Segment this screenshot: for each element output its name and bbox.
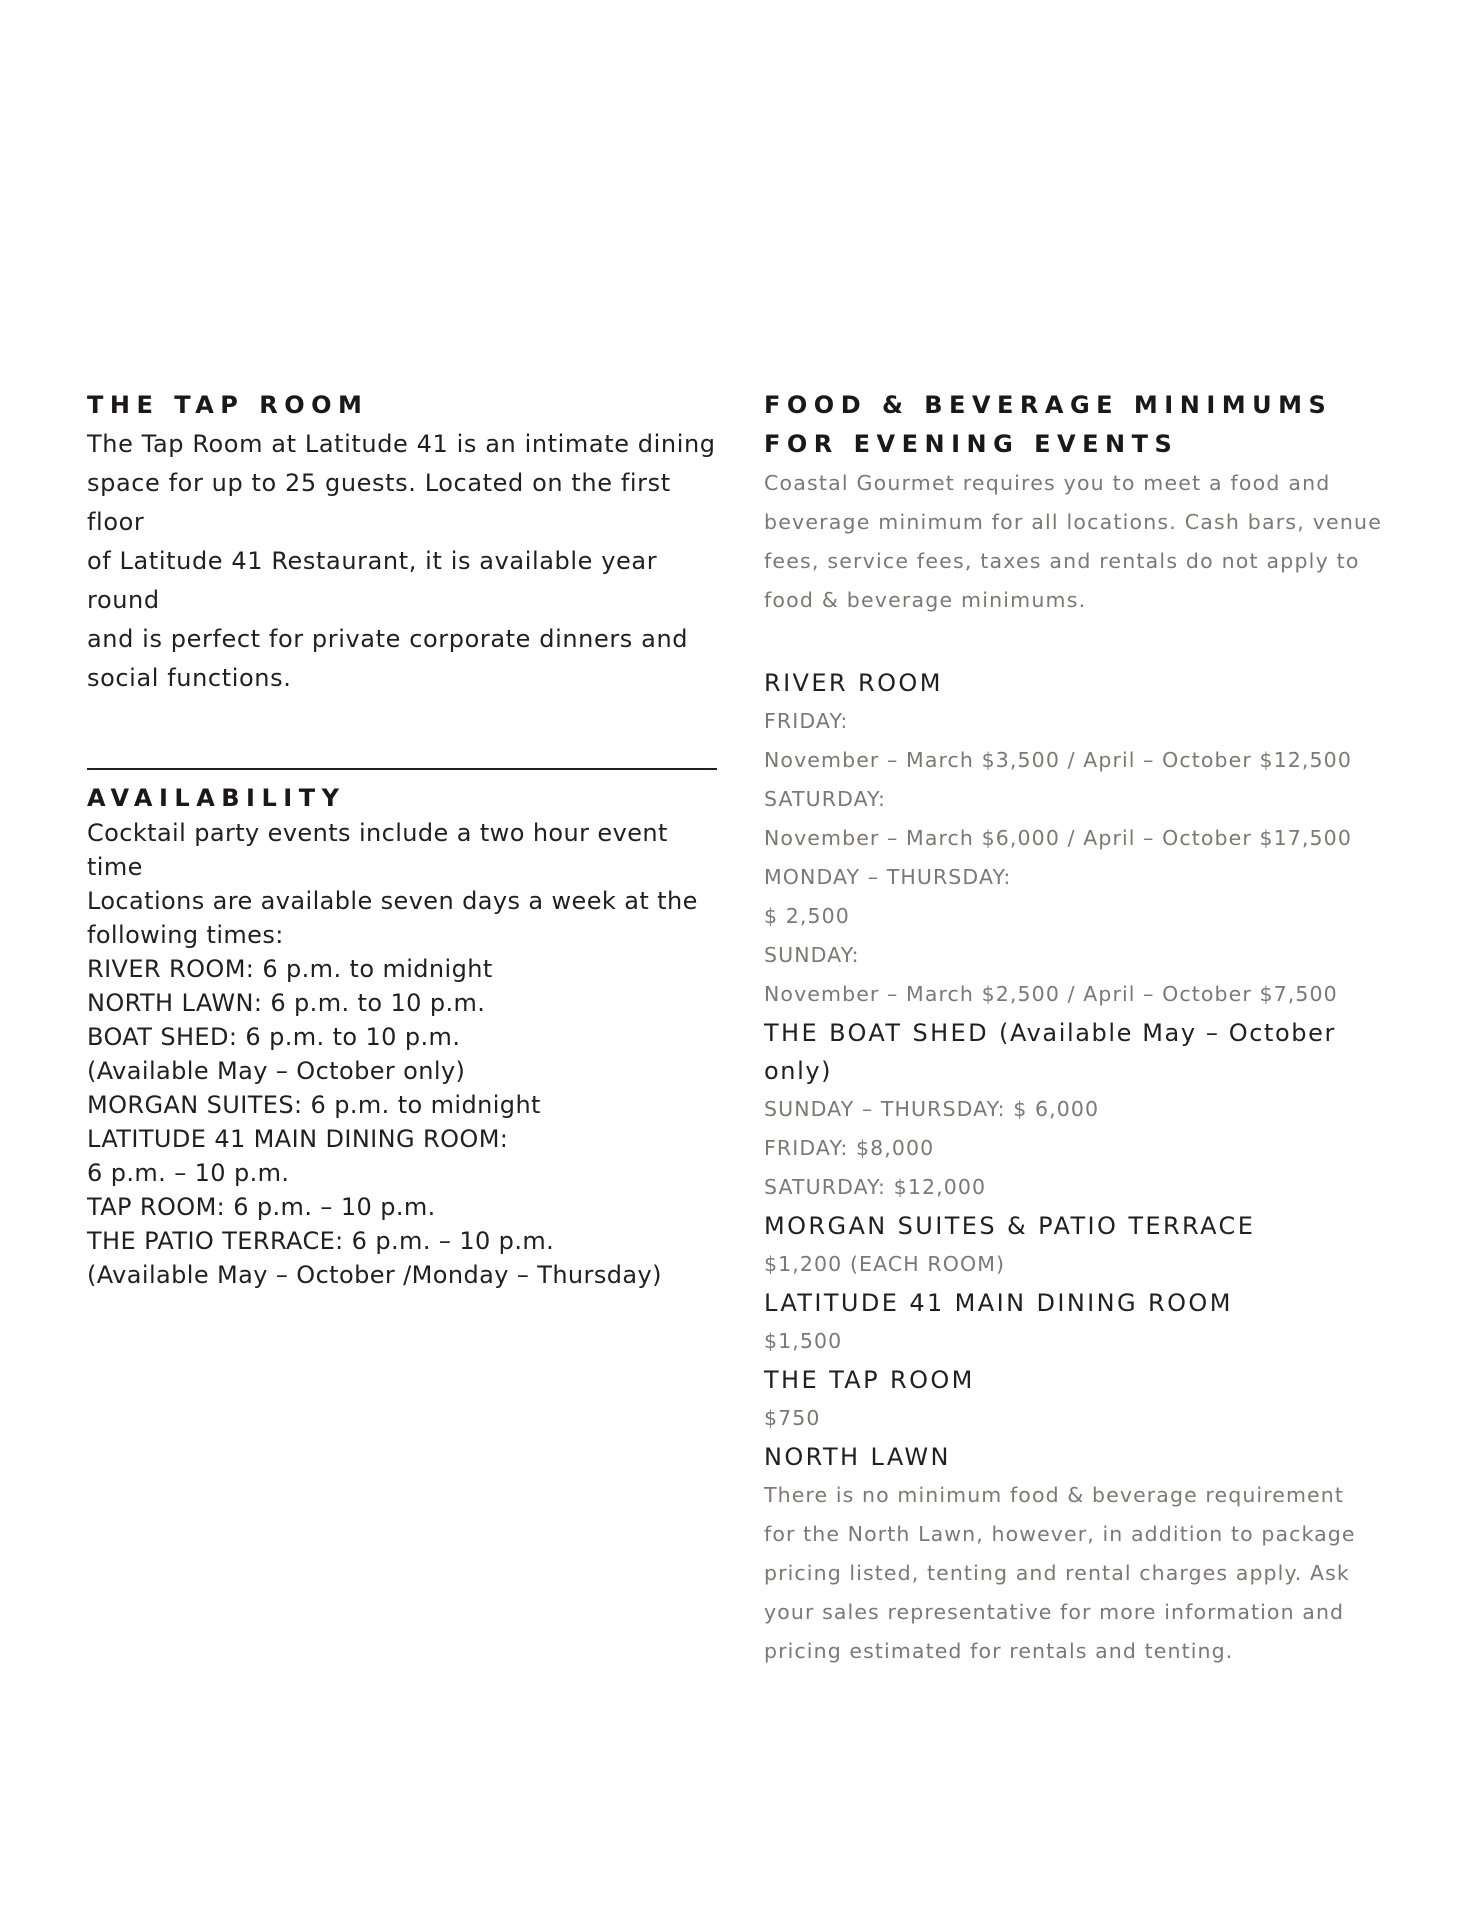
minimums-intro-line: food & beverage minimums.: [764, 588, 1087, 612]
section-divider: [87, 768, 717, 770]
venue-line: SATURDAY: $12,000: [764, 1175, 987, 1199]
venue-main-dining-room: [764, 1284, 1404, 1361]
minimums-heading-line2: FOR EVENING EVENTS: [764, 430, 1179, 458]
minimums-section: [764, 386, 1404, 1671]
availability-line: RIVER ROOM: 6 p.m. to midnight: [87, 955, 493, 983]
venue-name: RIVER ROOM: [764, 669, 943, 697]
tap-room-line: of Latitude 41 Restaurant, it is available year round: [87, 547, 658, 614]
venue-title: [764, 664, 1404, 702]
venue-river-room: [764, 664, 1404, 1014]
availability-line: THE PATIO TERRACE: 6 p.m. – 10 p.m.: [87, 1227, 555, 1255]
venue-line: MONDAY – THURSDAY:: [764, 865, 1012, 889]
availability-heading: AVAILABILITY: [87, 784, 346, 812]
venue-line: November – March $6,000 / April – October $17,500: [764, 826, 1352, 850]
venue-line: SUNDAY:: [764, 943, 860, 967]
minimums-heading-line1: FOOD & BEVERAGE MINIMUMS: [764, 391, 1333, 419]
availability-section: [87, 780, 717, 1292]
availability-line: LATITUDE 41 MAIN DINING ROOM:: [87, 1125, 509, 1153]
availability-line: (Available May – October /Monday – Thursday): [87, 1261, 662, 1289]
availability-line: following times:: [87, 921, 284, 949]
minimums-intro-line: Coastal Gourmet requires you to meet a food and: [764, 471, 1331, 495]
venue-line: pricing listed, tenting and rental charges apply. Ask: [764, 1561, 1350, 1585]
venue-line: There is no minimum food & beverage requirement: [764, 1483, 1345, 1507]
availability-line: 6 p.m. – 10 p.m.: [87, 1159, 290, 1187]
availability-line: BOAT SHED: 6 p.m. to 10 p.m.: [87, 1023, 461, 1051]
availability-line: MORGAN SUITES: 6 p.m. to midnight: [87, 1091, 541, 1119]
venue-line: pricing estimated for rentals and tenting.: [764, 1639, 1234, 1663]
venue-title: [764, 1284, 1404, 1322]
availability-line: NORTH LAWN: 6 p.m. to 10 p.m.: [87, 989, 486, 1017]
availability-line: (Available May – October only): [87, 1057, 466, 1085]
venue-line: for the North Lawn, however, in addition to package: [764, 1522, 1356, 1546]
availability-list: [87, 816, 717, 1292]
venue-name: LATITUDE 41 MAIN DINING ROOM: [764, 1289, 1233, 1317]
venue-title: [764, 1361, 1404, 1399]
venue-title: [764, 1207, 1404, 1245]
venue-line: your sales representative for more information and: [764, 1600, 1345, 1624]
venue-morgan-suites: [764, 1207, 1404, 1284]
venue-line: FRIDAY:: [764, 709, 849, 733]
minimums-intro-line: beverage minimum for all locations. Cash bars, venue: [764, 510, 1383, 534]
venue-name: NORTH LAWN: [764, 1443, 951, 1471]
venue-name: MORGAN SUITES & PATIO TERRACE: [764, 1212, 1256, 1240]
left-column: [87, 386, 717, 1292]
availability-line: Locations are available seven days a week at the: [87, 887, 698, 915]
venue-line: $1,500: [764, 1329, 843, 1353]
tap-room-line: social functions.: [87, 664, 292, 692]
tap-room-heading: THE TAP ROOM: [87, 391, 369, 419]
minimums-intro-line: fees, service fees, taxes and rentals do not apply to: [764, 549, 1360, 573]
availability-line: TAP ROOM: 6 p.m. – 10 p.m.: [87, 1193, 436, 1221]
venue-boat-shed: [764, 1014, 1404, 1207]
venue-line: $1,200 (EACH ROOM): [764, 1252, 1006, 1276]
venue-line: SUNDAY – THURSDAY: $ 6,000: [764, 1097, 1100, 1121]
venue-line: November – March $2,500 / April – October $7,500: [764, 982, 1338, 1006]
tap-room-line: The Tap Room at Latitude 41 is an intimate dining: [87, 430, 716, 458]
venue-line: $ 2,500: [764, 904, 850, 928]
venue-name: THE TAP ROOM: [764, 1366, 975, 1394]
venue-title: [764, 1438, 1404, 1476]
venue-line: SATURDAY:: [764, 787, 887, 811]
venue-north-lawn: [764, 1438, 1404, 1671]
venue-line: $750: [764, 1406, 821, 1430]
tap-room-line: and is perfect for private corporate dinners and: [87, 625, 689, 653]
venue-note: (Available May – October only): [764, 1019, 1336, 1085]
right-column: [764, 386, 1404, 1671]
venue-line: November – March $3,500 / April – October $12,500: [764, 748, 1352, 772]
tap-room-line: space for up to 25 guests. Located on the first floor: [87, 469, 671, 536]
tap-room-section: [87, 386, 717, 698]
venue-tap-room: [764, 1361, 1404, 1438]
venue-name: THE BOAT SHED: [764, 1019, 989, 1047]
venue-line: FRIDAY: $8,000: [764, 1136, 935, 1160]
venue-title: [764, 1014, 1404, 1090]
venue-list: [764, 664, 1404, 1671]
availability-line: Cocktail party events include a two hour event time: [87, 819, 668, 881]
